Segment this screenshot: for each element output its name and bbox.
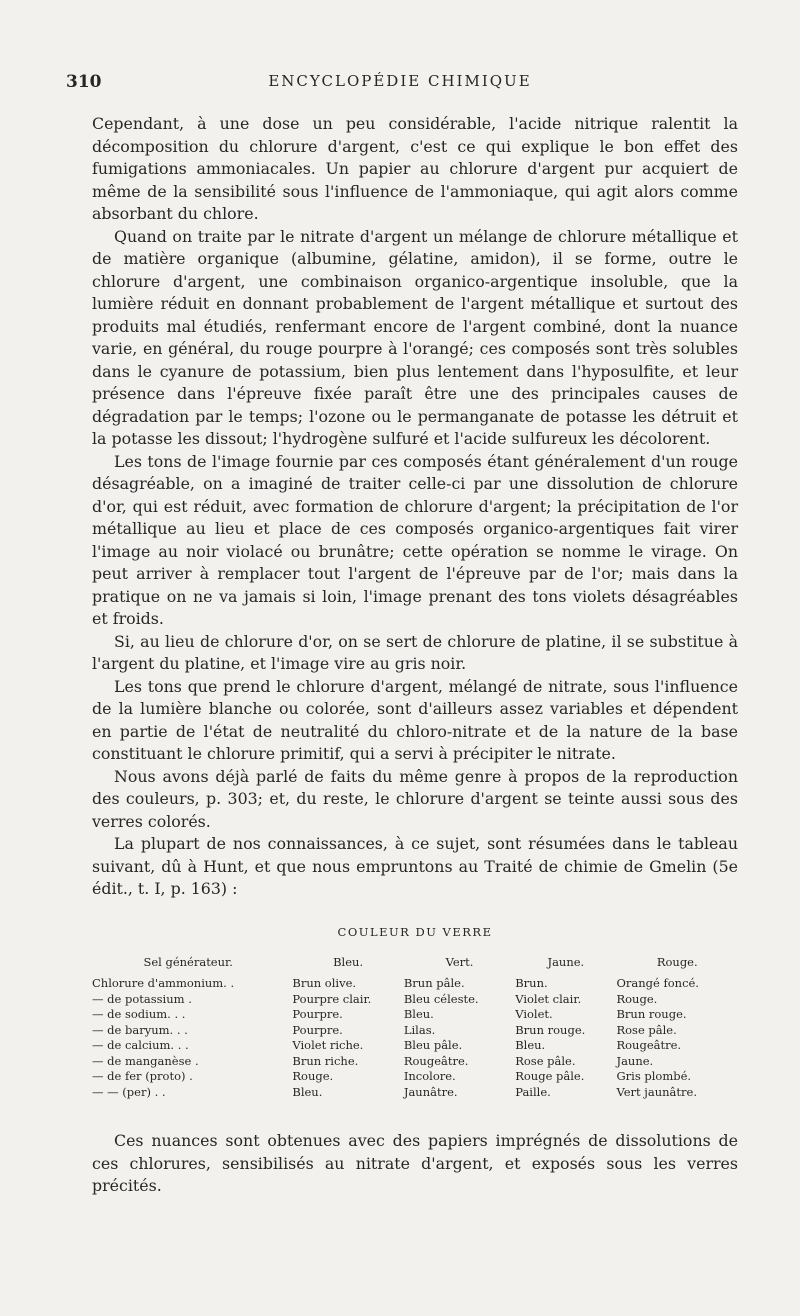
table-row [92,976,738,992]
table-cell: Bleu. [292,1084,323,1099]
table-cell: — de manganèse . [92,1053,199,1068]
paragraph: Les tons de l'image fournie par ces composés étant généralement d'un rouge désagréable, on a imaginé de traiter celle-ci par une dissolution de chlorure d'or, qui est réduit, avec formation de chlorure d'argent; la précipitation de l'or métallique au lieu et place de ces composés organico-argentiques fait virer l'image au noir violacé ou brunâtre; cette opération se nomme le virage. On peut arriver à remplacer tout l'argent de l'épreuve par de l'or; mais dans la pratique on ne va jamais si loin, l'image prenant des tons violets désagréables et froids. [92,451,738,628]
page-number: 310 [66,72,102,92]
paragraph: La plupart de nos connaissances, à ce sujet, sont résumées dans le tableau suivant, dû à Hunt, et que nous empruntons au Traité de chimie de Gmelin (5e édit., t. I, p. 163) : [92,834,738,898]
table-cell: Pourpre clair. [292,991,372,1006]
table-cell: Brun. [515,976,548,990]
table-cell: Brun rouge. [515,1022,586,1037]
table-cell: Brun olive. [292,976,357,990]
table-cell: Pourpre. [292,1022,343,1037]
table-cell: Chlorure d'ammonium. . [92,976,235,990]
table-header-row [92,955,738,977]
table-row [92,1038,738,1054]
table-cell: Rouge. [616,991,658,1006]
table-row [92,1085,738,1101]
table-cell: Violet. [515,1007,553,1021]
column-header: Jaune. [547,954,585,969]
table-cell: Paille. [515,1084,551,1099]
table-cell: Brun pâle. [403,976,465,990]
page-header [66,72,734,96]
table-cell: Rougeâtre. [403,1053,469,1068]
table-cell: Jaune. [616,1053,654,1068]
paragraph: Quand on traite par le nitrate d'argent un mélange de chlorure métallique et de matière organique (albumine, gélatine, amidon), il se forme, outre le chlorure d'argent, une combinaison organico-argentique insoluble, que la lumière réduit en donnant probablement de l'argent métallique et surtout des produits mal étudiés, renfermant encore de l'argent combiné, dont la nuance varie, en général, du rouge pourpre à l'orangé; ces composés sont très solubles dans le cyanure de potassium, bien plus lentement dans l'hyposulfite, et leur présence dans l'épreuve fixée paraît être une des principales causes de dégradation par le temps; l'ozone ou le permanganate de potasse les détruit et la potasse les dissout; l'hydrogène sulfuré et l'acide sulfureux les décolorent. [92,226,738,448]
table-cell: Rouge pâle. [515,1069,585,1083]
paragraph: Nous avons déjà parlé de faits du même genre à propos de la reproduction des couleurs, p. 303; et, du reste, le chlorure d'argent se teinte aussi sous des verres colorés. [92,766,738,831]
table-cell: — de sodium. . . [92,1007,186,1021]
table-cell: Pourpre. [292,1007,343,1021]
table-cell: Bleu pâle. [403,1038,463,1052]
table-title: COULEUR DU VERRE [337,924,493,939]
table-cell: Rose pâle. [515,1053,576,1068]
table-row [92,1054,738,1070]
table-row [92,992,738,1008]
column-header: Rouge. [656,954,698,969]
table-cell: — — (per) . . [92,1084,166,1099]
table-cell: — de baryum. . . [92,1022,188,1037]
paragraph: Les tons que prend le chlorure d'argent, mélangé de nitrate, sous l'influence de la lumière blanche ou colorée, sont d'ailleurs assez variables et dépendent en partie de l'état de neutralité du chloro-nitrate et de la nature de la base constituant le chlorure primitif, qui a servi à précipiter le nitrate. [92,676,738,763]
table-row [92,1007,738,1023]
table-cell: Rose pâle. [616,1022,677,1037]
table-cell: Violet clair. [515,991,582,1006]
paragraph: Si, au lieu de chlorure d'or, on se sert de chlorure de platine, il se substitue à l'argent du platine, et l'image vire au gris noir. [92,631,738,673]
table-cell: — de fer (proto) . [92,1069,193,1083]
table-cell: Incolore. [403,1069,456,1083]
table-cell: — de potassium . [92,991,192,1006]
table-cell: Gris plombé. [616,1069,692,1083]
table-cell: Orangé foncé. [616,976,699,990]
closing-paragraph: Ces nuances sont obtenues avec des papiers imprégnés de dissolutions de ces chlorures, sensibilisés au nitrate d'argent, et exposés sous les verres précités. [92,1131,738,1195]
column-header: Bleu. [333,954,364,969]
table-cell: Brun riche. [292,1053,359,1068]
table-cell: Lilas. [403,1022,436,1037]
table-cell: Brun rouge. [616,1007,687,1021]
table-cell: Rouge. [292,1069,334,1083]
paragraph: Cependant, à une dose un peu considérable, l'acide nitrique ralentit la décomposition du chlorure d'argent, c'est ce qui explique le bon effet des fumigations ammoniacales. Un papier au chlorure d'argent pur acquiert de même de la sensibilité sous l'influence de l'ammoniaque, qui agit alors comme absorbant du chlore. [92,114,738,223]
running-head: ENCYCLOPÉDIE CHIMIQUE [268,72,532,90]
table-cell: Bleu céleste. [403,991,479,1006]
table-cell: Bleu. [515,1038,546,1052]
body-text [92,113,738,1213]
table-cell: Jaunâtre. [403,1084,458,1099]
table-row [92,1023,738,1039]
table-cell: Rougeâtre. [616,1038,682,1052]
table-cell: Vert jaunâtre. [616,1084,697,1099]
color-table [92,955,738,1101]
table-row [92,1069,738,1085]
column-header: Sel générateur. [143,954,233,969]
table-cell: Bleu. [403,1007,434,1021]
table-cell: Violet riche. [292,1038,364,1052]
column-header: Vert. [445,954,474,969]
table-cell: — de calcium. . . [92,1038,189,1052]
